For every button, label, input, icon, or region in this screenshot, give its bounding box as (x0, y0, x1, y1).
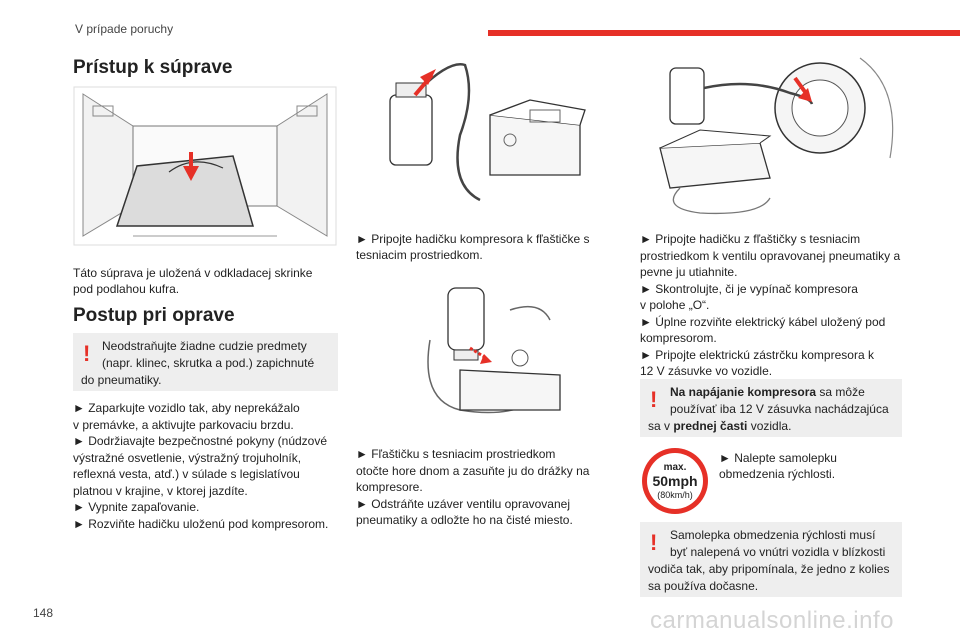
step-line: prostriedkom k ventilu opravovanej pneumatiky a (640, 248, 901, 263)
warning-text: vozidla. (747, 419, 792, 433)
warning-icon: ! (83, 341, 91, 366)
step-line: kompresorom. (640, 331, 717, 345)
repair-steps (73, 400, 328, 532)
step-line: ► Dodržiavajte bezpečnostné pokyny (núdzové (73, 434, 328, 448)
step-line: ► Vypnite zapaľovanie. (73, 500, 200, 514)
warning-line (670, 384, 865, 401)
sticker-step-line2: obmedzenia rýchlosti. (719, 467, 836, 481)
warning-bold: prednej časti (673, 419, 748, 433)
step-line: ► Pripojte elektrickú zástrčku kompresora k (640, 347, 874, 362)
col2-step1-line1: ► Pripojte hadičku kompresora k fľaštičke s (356, 232, 590, 246)
step-line: ► Fľaštičku s tesniacim prostriedkom (356, 447, 556, 461)
warning-line: používať iba 12 V zásuvka nachádzajúca (670, 402, 889, 416)
warning-box-power (640, 379, 902, 437)
step-line: ► Odstráňte uzáver ventilu opravovanej (356, 496, 570, 511)
warning-line: (napr. klinec, skrutka a pod.) zapichnuté (102, 356, 315, 370)
section-title-repair: Postup pri oprave (73, 305, 235, 326)
access-desc-line1: Táto súprava je uložená v odkladacej skrinke (73, 266, 313, 280)
warning-line: do pneumatiky. (81, 373, 162, 387)
step-line: ► Rozviňte hadičku uloženú pod kompresorom. (73, 516, 329, 531)
header-red-bar (488, 30, 960, 36)
compressor-bottle-illustration (380, 55, 590, 215)
watermark: carmanualsonline.info (650, 607, 894, 634)
col2-step1-line2: tesniacim prostriedkom. (356, 248, 483, 262)
speed-limit-mph: 50mph (652, 473, 698, 489)
step-line: ► Pripojte hadičku z fľaštičky s tesniacim (640, 232, 861, 246)
step-line: v premávke, a aktivujte parkovaciu brzdu. (73, 417, 294, 432)
step-line: pevne ju utiahnite. (640, 265, 738, 279)
warning-line: Samolepka obmedzenia rýchlosti musí (670, 528, 876, 542)
trunk-illustration (73, 86, 337, 246)
warning-line: sa používa dočasne. (648, 579, 759, 593)
warning-icon: ! (650, 530, 658, 555)
speed-limit-kmh: (80km/h) (657, 490, 693, 500)
step-line: otočte hore dnom a zasuňte ju do drážky na (356, 463, 590, 478)
sticker-step-line1: ► Nalepte samolepku (719, 451, 837, 465)
warning-line: byť nalepená vo vnútri vozidla v blízkosti (670, 545, 886, 559)
warning-bold: Na napájanie kompresora (670, 385, 817, 399)
warning-text: sa môže (816, 385, 865, 399)
step-line: kompresore. (356, 480, 423, 494)
section-title-access: Prístup k súprave (73, 57, 233, 78)
warning-box-sticker (640, 522, 902, 597)
speed-limit-max: max. (663, 462, 687, 473)
step-line: pneumatiky a odložte ho na čisté miesto. (356, 513, 573, 527)
page-number: 148 (33, 606, 54, 620)
warning-line (648, 418, 791, 435)
tyre-valve-illustration (640, 48, 902, 218)
bottle-insert-illustration (420, 280, 570, 420)
step-line: 12 V zásuvke vo vozidle. (640, 364, 773, 378)
warning-box-objects (73, 333, 338, 391)
warning-line: Neodstraňujte žiadne cudzie predmety (102, 339, 307, 353)
step-line: v polohe „O“. (640, 298, 710, 312)
page-header: V prípade poruchy (75, 22, 174, 36)
speed-limit-inner (647, 453, 703, 509)
speed-limit-sticker (642, 448, 708, 514)
step-line: platnou v krajine, v ktorej jazdíte. (73, 483, 248, 498)
step-line: ► Skontrolujte, či je vypínač kompresora (640, 281, 858, 296)
col2-steps (356, 446, 589, 529)
warning-text: sa v (648, 419, 674, 433)
step-line: výstražné osvetlenie, výstražný trojuholník, (73, 450, 302, 465)
step-line: reflexná vesta, atď.) v súlade s legislatívou (73, 467, 300, 481)
col3-steps (640, 231, 900, 380)
step-line: ► Zaparkujte vozidlo tak, aby neprekážalo (73, 401, 300, 415)
step-line: ► Úplne rozviňte elektrický kábel uložený pod (640, 314, 886, 329)
warning-line: vodiča tak, aby pripomínala, že jedno z kolies (648, 562, 890, 576)
warning-icon: ! (650, 387, 658, 412)
access-desc-line2: pod podlahou kufra. (73, 282, 180, 296)
